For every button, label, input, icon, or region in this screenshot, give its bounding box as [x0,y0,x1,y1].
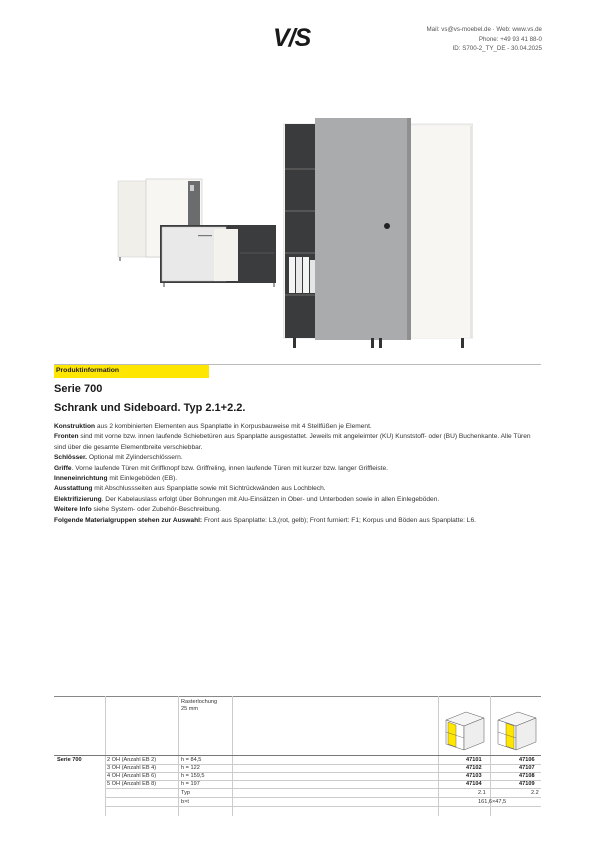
series-title: Serie 700 [54,383,103,395]
hero-cabinet-illustration [283,118,473,352]
paragraph-electrification: Elektrifizierung. Der Kabelauslass erfolgt über Bohrungen mit Alu-Einsätzen in Ober- und Unterboden sowie in allen Einlegeböden. [54,495,440,503]
paragraph-interior: Inneneinrichtung mit Einlegeböden (EB). [54,475,178,483]
vs-logo: V/S [273,24,311,52]
series-cell: Serie 700 [57,757,82,763]
article-number: 47107 [519,765,535,771]
article-number: 47109 [519,781,535,787]
row-height: h = 84,5 [181,757,202,763]
bt-value: 161,6×47,5 [478,799,507,805]
col-divider [105,696,106,816]
section-label: Produktinformation [56,367,120,374]
row-oh: 5 OH (Anzahl EB 8) [107,781,157,787]
contact-phone: Phone: +49 93 41 88-0 [478,35,542,43]
contact-mail-web: Mail: vs@vs-moebel.de · Web: www.vs.de [426,26,542,33]
paragraph-fronts: Fronten sind mit vorne bzw. innen laufende Schiebetüren aus Spanplatte ausgestattet. Jeweils mit angeleimter (KU) Kunststoff- oder (BU) Buchenkante. Alle Türen sind über die gesamte Elementbreite verschiebbar. [54,433,531,451]
col-divider [232,696,233,816]
paragraph-equipment: Ausstattung mit Abschlussseiten aus Spanplatte sowie mit Sichtrückwänden aus Lochblech. [54,485,326,493]
article-number: 47102 [466,765,482,771]
article-number: 47101 [466,757,482,763]
typ-value: 2.1 [478,790,486,796]
row-height: h = 159,5 [181,773,205,779]
paragraph-materials: Folgende Materialgruppen stehen zur Auswahl: Front aus Spanplatte: L3,(rot, gelb); Front furniert: F1; Korpus und Böden aus Spanplatte: L6. [54,516,476,524]
document-id: ID: S700-2_TY_DE - 30.04.2025 [452,45,542,53]
description-body [54,422,541,526]
section-label-band [54,365,209,378]
col-divider [438,696,439,816]
paragraph-construction: Konstruktion aus 2 kombinierten Elementen aus Spanplatte in Korpusbauweise mit 4 Stellfüßen je Element. [54,423,372,430]
paragraph-locks: Schlösser. Optional mit Zylinderschlössern. [54,454,183,462]
row-rule [105,806,541,807]
row-oh: 2 OH (Anzahl EB 2) [107,757,157,763]
typ-label: Typ [181,790,191,796]
article-table [54,696,541,816]
contact-block [426,25,542,54]
table-top-rule [54,696,541,697]
article-number: 47103 [466,773,482,779]
type-2-1-drawing [440,704,488,752]
product-title: Schrank und Sideboard. Typ 2.1+2.2. [54,402,246,414]
raster-label: Rasterlochung [181,699,218,705]
bt-label: b×t [181,799,189,805]
article-number: 47104 [466,781,482,787]
col-divider [178,696,179,816]
row-rule [105,788,541,789]
row-oh: 3 OH (Anzahl EB 4) [107,765,157,771]
col-divider [490,696,491,816]
small-cabinets-illustration [110,175,280,293]
paragraph-more-info: Weitere Info siehe System- oder Zubehör-Beschreibung. [54,506,222,514]
paragraph-handles: Griffe. Vorne laufende Türen mit Griffknopf bzw. Griffreling, innen laufende Türen mit kurzer bzw. langer Griffleiste. [54,464,389,472]
typ-value: 2.2 [531,790,539,796]
article-number: 47108 [519,773,535,779]
row-height: h = 197 [181,781,200,787]
row-rule [105,797,541,798]
raster-value: 25 mm [181,706,199,712]
row-oh: 4 OH (Anzahl EB 6) [107,773,157,779]
row-height: h = 122 [181,765,200,771]
table-header-rule [54,755,541,756]
type-2-2-drawing [492,704,540,752]
article-number: 47106 [519,757,535,763]
